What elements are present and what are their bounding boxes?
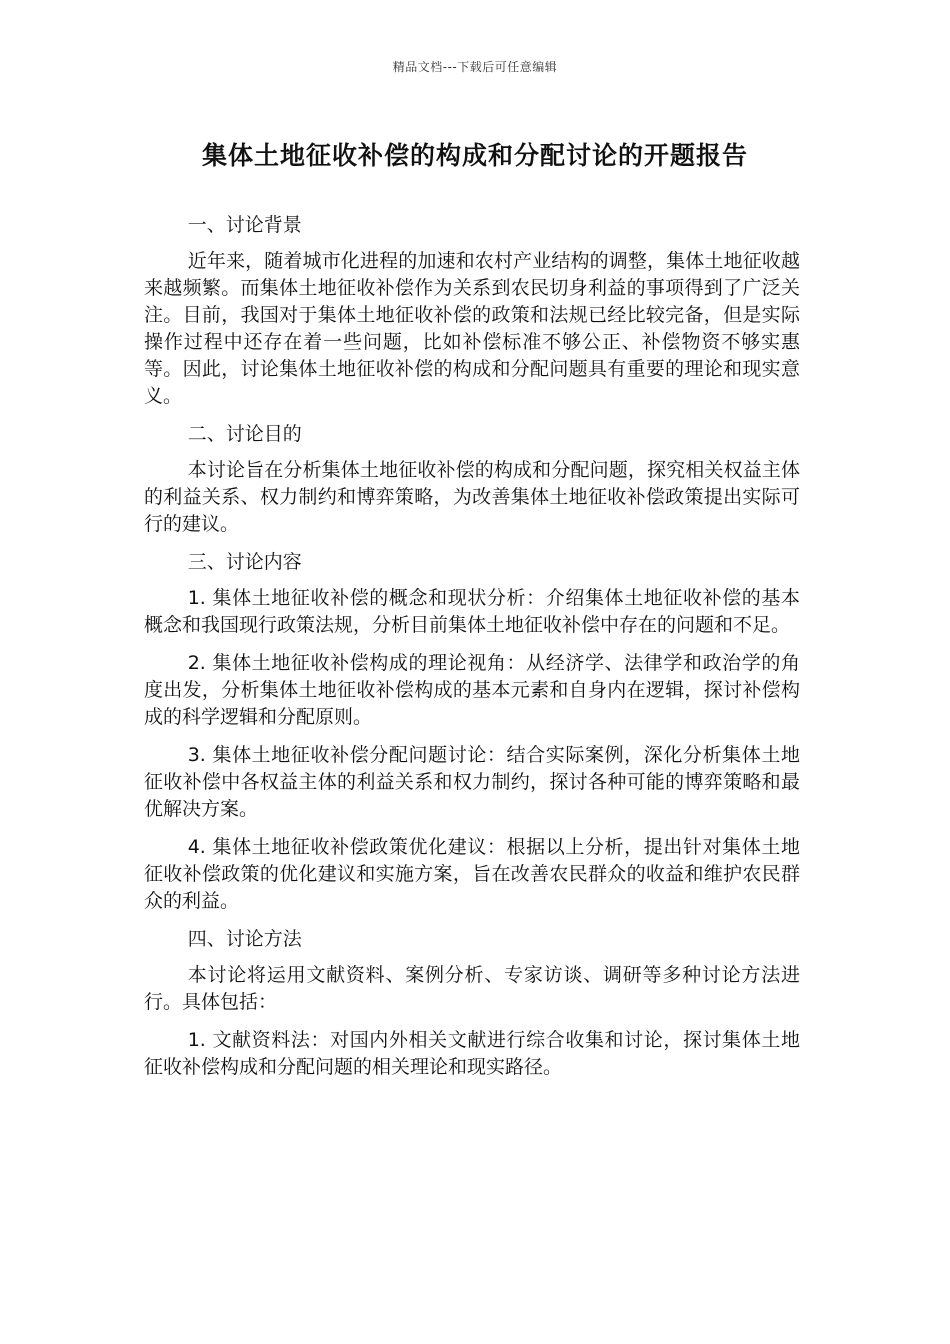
paragraph-background: 近年来，随着城市化进程的加速和农村产业结构的调整，集体土地征收越来越频繁。而集体土地征收补偿作为关系到农民切身利益的事项得到了广泛关注。目前，我国对于集体土地征收补偿的政策和法规已经比较完备，但是实际操作过程中还存在着一些问题，比如补偿标准不够公正、补偿物资不够实惠等。因此，讨论集体土地征收补偿的构成和分配问题具有重要的理论和现实意义。 (144, 250, 800, 407)
section-heading-purpose: 二、讨论目的 (187, 423, 302, 445)
document-body (144, 212, 800, 1092)
document-title: 集体土地征收补偿的构成和分配讨论的开题报告 (201, 141, 748, 170)
paragraph-purpose: 本讨论旨在分析集体土地征收补偿的构成和分配问题，探究相关权益主体的利益关系、权力制约和博弈策略，为改善集体土地征收补偿政策提出实际可行的建议。 (144, 459, 800, 535)
paragraph-content-item-1: 1. 集体土地征收补偿的概念和现状分析：介绍集体土地征收补偿的基本概念和我国现行政策法规，分析目前集体土地征收补偿中存在的问题和不足。 (144, 587, 800, 636)
header-note: 精品文档---下载后可任意编辑 (392, 60, 558, 74)
paragraph-methods-item-1: 1. 文献资料法：对国内外相关文献进行综合收集和讨论，探讨集体土地征收补偿构成和分配问题的相关理论和现实路径。 (144, 1029, 800, 1078)
paragraph-content-item-2: 2. 集体土地征收补偿构成的理论视角：从经济学、法律学和政治学的角度出发，分析集体土地征收补偿构成的基本元素和自身内在逻辑，探讨补偿构成的科学逻辑和分配原则。 (144, 652, 800, 728)
section-heading-background: 一、讨论背景 (187, 214, 302, 236)
paragraph-content-item-4: 4. 集体土地征收补偿政策优化建议：根据以上分析，提出针对集体土地征收补偿政策的优化建议和实施方案，旨在改善农民群众的收益和维护农民群众的利益。 (144, 836, 800, 912)
paragraph-methods-intro: 本讨论将运用文献资料、案例分析、专家访谈、调研等多种讨论方法进行。具体包括： (144, 964, 800, 1013)
section-heading-methods: 四、讨论方法 (187, 928, 302, 950)
paragraph-content-item-3: 3. 集体土地征收补偿分配问题讨论：结合实际案例，深化分析集体土地征收补偿中各权益主体的利益关系和权力制约，探讨各种可能的博弈策略和最优解决方案。 (144, 744, 800, 820)
section-heading-content: 三、讨论内容 (187, 551, 302, 573)
